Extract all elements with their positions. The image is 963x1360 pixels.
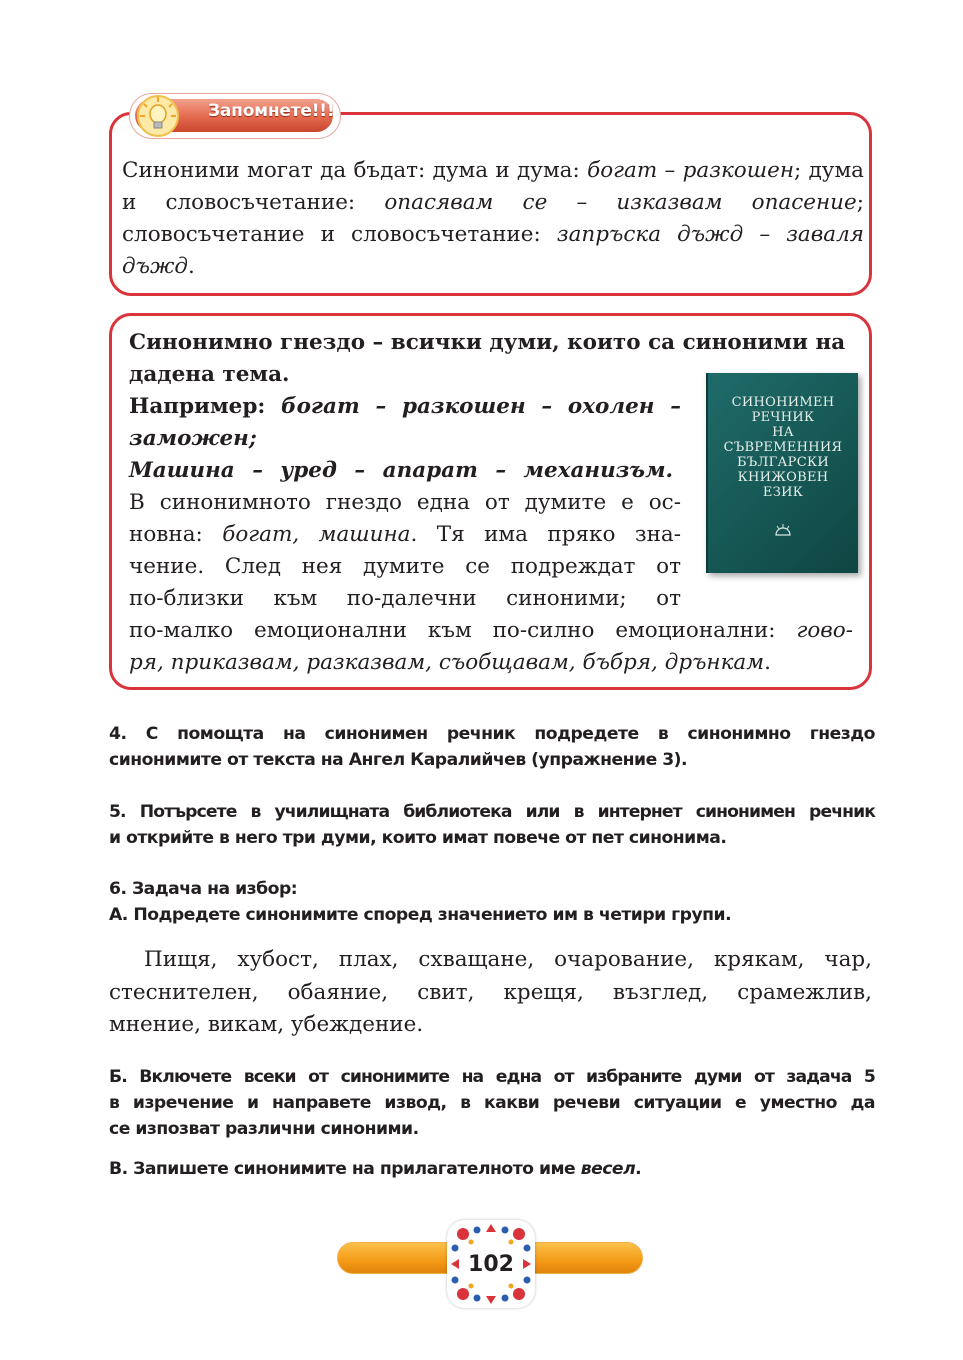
remember-t3: ; словосъчетание и словосъчетание: bbox=[122, 190, 865, 247]
remember-t1: Синоними могат да бъдат: дума и дума: bbox=[122, 158, 588, 183]
words-line3: мнение, викам, убеждение. bbox=[109, 1012, 424, 1037]
remember-example-2: опасявам се – изказвам опасение bbox=[384, 190, 857, 215]
book-title-line: БЪЛГАРСКИ bbox=[737, 455, 829, 470]
task-5-line1: 5. Потърсете в училищната библиотека или в интернет синонимен речник bbox=[109, 802, 875, 822]
task-4-line2: синонимите от текста на Ангел Каралийчев (упражнение 3). bbox=[109, 750, 688, 770]
remember-example-3: запръска дъжд – заваля дъжд bbox=[122, 222, 865, 279]
dictionary-book-image bbox=[706, 373, 858, 573]
words-line1: Пищя, хубост, плах, схващане, очарование, крякам, чар, bbox=[144, 947, 872, 972]
remember-text bbox=[122, 155, 864, 283]
remember-badge bbox=[130, 94, 340, 138]
task-6v-word: весел bbox=[580, 1159, 636, 1179]
remember-example-1: богат – разкошен bbox=[587, 158, 794, 183]
nest-paragraph-line5 bbox=[129, 615, 853, 647]
nest-example1-line1 bbox=[129, 391, 681, 423]
book-title-line: НА bbox=[772, 425, 794, 440]
nest-paragraph-line4: по-близки към по-далечни синоними; от bbox=[129, 586, 681, 611]
nest-example1-line2: заможен; bbox=[129, 426, 257, 451]
book-title-line: КНИЖОВЕН bbox=[737, 470, 829, 485]
nest-paragraph-line3: чение. След нея думите се подреждат от bbox=[129, 554, 681, 579]
p2c: . Тя има пряко зна- bbox=[410, 522, 681, 547]
task-6b-line1: Б. Включете всеки от синонимите на една от избраните думи от задача 5 bbox=[109, 1067, 875, 1087]
book-title bbox=[708, 395, 858, 500]
nest-paragraph-line2 bbox=[129, 519, 681, 551]
nest-definition-line2: дадена тема. bbox=[129, 362, 290, 387]
remember-t2: ; дума и словосъчетание: bbox=[122, 158, 864, 215]
remember-t4: . bbox=[188, 254, 195, 279]
task-6v-text: В. Запишете синонимите на прилагателното име bbox=[109, 1159, 581, 1179]
task-6v bbox=[109, 1156, 875, 1182]
task-6b-line3: се изпозват различни синоними. bbox=[109, 1119, 419, 1139]
nest-paragraph-line6 bbox=[129, 647, 771, 679]
task-6b-line2: в изречение и направете извод, в какви речеви ситуации е уместно да bbox=[109, 1093, 875, 1113]
task-4-line1: 4. С помощта на синонимен речник подредете в синонимно гнездо bbox=[109, 724, 875, 744]
nest-example2: Машина – уред – апарат – механизъм. bbox=[129, 458, 673, 483]
p5b: гово- bbox=[796, 618, 853, 643]
page-number: 102 bbox=[461, 1250, 521, 1280]
task-6-title: 6. Задача на избор: bbox=[109, 879, 298, 899]
book-title-line: СИНОНИМЕН bbox=[731, 395, 835, 410]
task-5-line2: и открийте в него три думи, които имат повече от пет синонима. bbox=[109, 828, 727, 848]
book-title-line: СЪВРЕМЕННИЯ bbox=[723, 440, 843, 455]
p5a: по-малко емоционални към по-силно емоционални: bbox=[129, 618, 797, 643]
example-label: Например: bbox=[129, 394, 282, 419]
p2a: новна: bbox=[129, 522, 223, 547]
nest-definition-line1: Синонимно гнездо – всички думи, които са синоними на bbox=[129, 330, 846, 355]
p6b: . bbox=[764, 650, 771, 675]
book-title-line: ЕЗИК bbox=[762, 485, 804, 500]
nest-paragraph-line1: В синонимното гнездо една от думите е ос- bbox=[129, 490, 681, 515]
p6a: ря, приказвам, разказвам, съобщавам, бъбря, дрънкам bbox=[129, 650, 765, 675]
task-6v-end: . bbox=[635, 1159, 642, 1179]
p2b: богат, машина bbox=[222, 522, 411, 547]
example1-words: богат – разкошен – охолен – bbox=[281, 394, 681, 419]
book-title-line: РЕЧНИК bbox=[751, 410, 815, 425]
book-emblem-icon bbox=[774, 523, 792, 537]
lightbulb-icon bbox=[136, 94, 180, 138]
task-6a: А. Подредете синонимите според значението им в четири групи. bbox=[109, 905, 732, 925]
words-line2: стеснителен, обаяние, свит, крещя, възглед, срамежлив, bbox=[109, 980, 872, 1005]
badge-label: Запомнете!!! bbox=[208, 101, 335, 121]
page-number-badge bbox=[447, 1220, 535, 1308]
